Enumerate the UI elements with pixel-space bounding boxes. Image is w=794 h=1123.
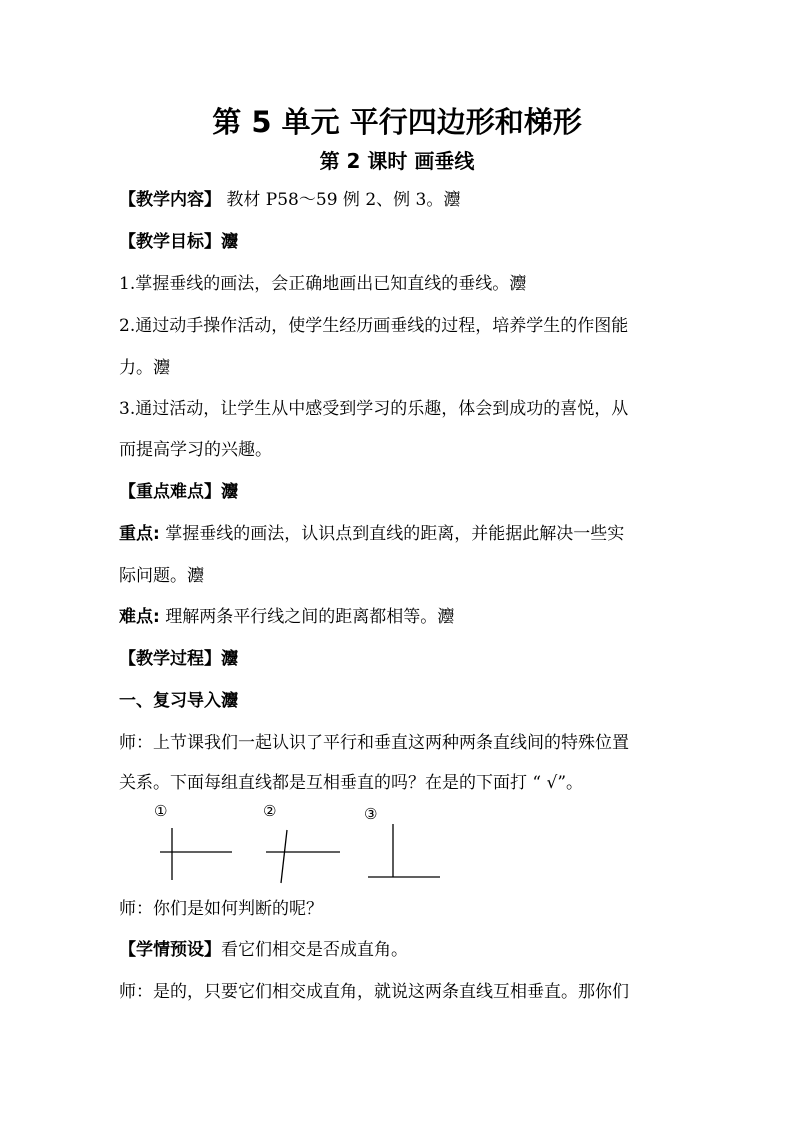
goal-text: 1.掌握垂线的画法，会正确地画出已知直线的垂线。 [119, 274, 510, 294]
goal-3-cont [119, 438, 689, 462]
content-label: 【教学内容】 [119, 190, 221, 210]
goal-2-cont [119, 356, 689, 380]
goal-text: 力。 [119, 358, 153, 378]
focus-text: 际问题。 [119, 566, 187, 586]
key-points-heading [119, 480, 689, 504]
figure-label: ② [263, 802, 277, 820]
content-line [119, 188, 689, 212]
teacher-text: 师：你们是如何判断的呢？ [119, 899, 323, 919]
goal-text: 2.通过动手操作活动，使学生经历画垂线的过程，培养学生的作图能 [119, 316, 629, 336]
teacher-text: 师：是的，只要它们相交成直角，就说这两条直线互相垂直。那你们 [119, 982, 629, 1002]
focus-text: 掌握垂线的画法，认识点到直线的距离，并能据此解决一些实 [159, 524, 625, 544]
mark: 灋 [509, 274, 527, 294]
process-label: 【教学过程】 [119, 649, 221, 669]
focus-line [119, 522, 689, 546]
unit-title: 第 5 单元 平行四边形和梯形 [212, 105, 582, 139]
perpendicular-lines-figure [150, 800, 460, 885]
mark: 灋 [153, 358, 170, 378]
difficulty-label: 难点: [119, 607, 160, 627]
process-heading [119, 647, 689, 671]
focus-label: 重点: [119, 524, 160, 544]
preset-line [119, 938, 689, 962]
section-heading [119, 689, 689, 713]
figure-label: ③ [364, 805, 378, 823]
mark: 灋 [221, 649, 238, 669]
goals-label: 【教学目标】 [119, 232, 221, 252]
figure-label: ① [154, 802, 168, 820]
mark: 灋 [221, 691, 238, 711]
preset-text: 看它们相交是否成直角。 [221, 940, 408, 960]
teacher-line-4 [119, 980, 689, 1004]
figure-3-lines [368, 824, 440, 877]
difficulty-line [119, 605, 689, 629]
goals-heading [119, 230, 689, 254]
goal-text: 3.通过活动，让学生从中感受到学习的乐趣，体会到成功的喜悦，从 [119, 399, 629, 419]
teacher-text: 师：上节课我们一起认识了平行和垂直这两种两条直线间的特殊位置 [119, 733, 629, 753]
mark: 灋 [187, 566, 204, 586]
focus-line-cont [119, 564, 689, 588]
difficulty-text: 理解两条平行线之间的距离都相等。 [159, 607, 438, 627]
goal-3 [119, 397, 689, 421]
goal-1 [119, 272, 689, 296]
goal-2 [119, 314, 689, 338]
figure-1-lines [160, 828, 232, 880]
goal-text: 而提高学习的兴趣。 [119, 440, 272, 460]
mark: 灋 [443, 190, 461, 210]
mark: 灋 [221, 232, 238, 252]
figure-2-lines [266, 830, 340, 883]
key-points-label: 【重点难点】 [119, 482, 221, 502]
teacher-text: 关系。下面每组直线都是互相垂直的吗？在是的下面打 “ √”。 [119, 773, 584, 793]
lesson-title: 第 2 课时 画垂线 [319, 149, 475, 173]
teacher-line-2 [119, 771, 689, 795]
preset-label: 【学情预设】 [119, 940, 221, 960]
mark: 灋 [437, 607, 455, 627]
mark: 灋 [221, 482, 238, 502]
section-title: 一、复习导入 [119, 691, 221, 711]
content-text: 教材 P58～59 例 2、例 3。 [221, 190, 444, 210]
teacher-line-3 [119, 897, 689, 921]
teacher-line-1 [119, 731, 689, 755]
